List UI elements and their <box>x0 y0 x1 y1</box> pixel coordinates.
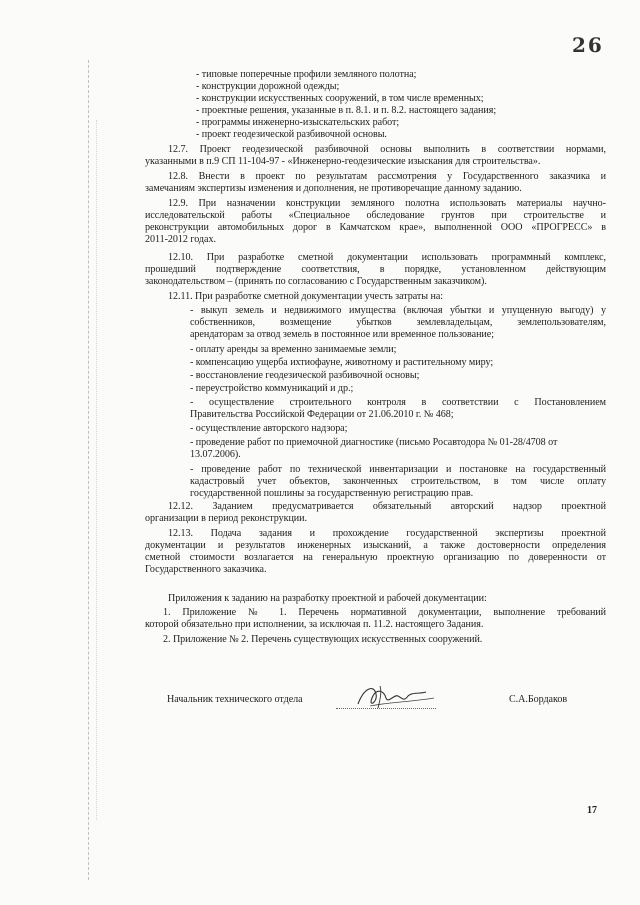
bullet-item: - типовые поперечные профили земляного полотна; <box>196 69 417 80</box>
page-number: 17 <box>587 805 597 816</box>
stamp-page-number: 26 <box>572 33 604 57</box>
cost-item: собственников, возмещение убытков землевладельцам, землепользователям, <box>190 317 606 328</box>
paragraph-12-9-line: 12.9. При назначении конструкции земляного полотна использовать материалы научно- <box>168 198 606 209</box>
cost-item: кадастровый учет объектов, законченных строительством, в том числе оплату <box>190 476 606 487</box>
scan-edge-mark <box>96 120 98 820</box>
appendix-title: Приложения к заданию на разработку проектной и рабочей документации: <box>168 593 487 604</box>
cost-item: - осуществление авторского надзора; <box>190 423 348 434</box>
cost-item: арендаторам за отвод земель в постоянное или временное пользование; <box>190 329 494 340</box>
cost-item: - оплату аренды за временно занимаемые земли; <box>190 344 397 355</box>
paragraph-12-7-line: указанными в п.9 СП 11-104-97 - «Инженерно-геодезические изыскания для строительства». <box>145 156 541 167</box>
cost-item: - выкуп земель и недвижимого имущества (включая убытки и упущенную выгоду) у <box>190 305 606 316</box>
paragraph-12-12-line: 12.12. Заданием предусматривается обязательный авторский надзор проектной <box>168 501 606 512</box>
paragraph-12-13-line: Государственного заказчика. <box>145 564 267 575</box>
cost-item: Правительства Российской Федерации от 21.06.2010 г. № 468; <box>190 409 454 420</box>
paragraph-12-11-heading: 12.11. При разработке сметной документации учесть затраты на: <box>168 291 444 302</box>
cost-item: - переустройство коммуникаций и др.; <box>190 383 354 394</box>
cost-item: - проведение работ по приемочной диагностике (письмо Росавтодора № 01-28/4708 от <box>190 437 558 448</box>
paragraph-12-13-line: документации и результатов инженерных изысканий, а также достоверности определения <box>145 540 606 551</box>
appendix-item: 1. Приложение № 1. Перечень нормативной документации, выполнение требований <box>163 607 606 618</box>
cost-item: - восстановление геодезической разбивочной основы; <box>190 370 420 381</box>
cost-item: 13.07.2006). <box>190 449 241 460</box>
bullet-item: - проектные решения, указанные в п. 8.1. и п. 8.2. настоящего задания; <box>196 105 497 116</box>
paragraph-12-12-line: организации в период реконструкции. <box>145 513 307 524</box>
paragraph-12-9-line: 2011-2012 годах. <box>145 234 216 245</box>
paragraph-12-9-line: исследовательской работы «Специальное обследование грунтов при строительстве и <box>145 210 606 221</box>
paragraph-12-7-line: 12.7. Проект геодезической разбивочной основы выполнить в соответствии нормами, <box>168 144 606 155</box>
signature-line <box>336 708 436 709</box>
signatory-name: С.А.Бордаков <box>509 694 568 705</box>
cost-item: - компенсацию ущерба ихтиофауне, животному и растительному миру; <box>190 357 494 368</box>
cost-item: государственной пошлины за государственную регистрацию прав. <box>190 488 474 499</box>
paragraph-12-8-line: замечаниям экспертизы изменения и дополнения, не противоречащие данному заданию. <box>145 183 522 194</box>
bullet-item: - проект геодезической разбивочной основы. <box>196 129 387 140</box>
paragraph-12-13-line: сметной стоимости возлагается на генеральную проектную организацию по доверенности от <box>145 552 606 563</box>
paragraph-12-10-line: 12.10. При разработке сметной документации использовать программный комплекс, <box>168 252 606 263</box>
paragraph-12-9-line: реконструкции автомобильных дорог в Камчатском крае», выполненной ООО «ПРОГРЕСС» в <box>145 222 606 233</box>
appendix-item: 2. Приложение № 2. Перечень существующих искусственных сооружений. <box>163 634 483 645</box>
appendix-item: которой обязательно при исполнении, за исключая п. 11.2. настоящего Задания. <box>145 619 484 630</box>
paragraph-12-8-line: 12.8. Внести в проект по результатам рассмотрения у Государственного заказчика и <box>168 171 606 182</box>
paragraph-12-10-line: законодательством – (принять по согласованию с Государственным заказчиком). <box>145 276 487 287</box>
paragraph-12-10-line: прошедший подтверждение соответствия, в порядке, установленном действующим <box>145 264 606 275</box>
paragraph-12-13-line: 12.13. Подача задания и прохождение государственной экспертизы проектной <box>168 528 606 539</box>
bullet-item: - программы инженерно-изыскательских работ; <box>196 117 400 128</box>
scan-edge-mark <box>88 60 90 880</box>
cost-item: - проведение работ по технической инвентаризации и постановке на государственный <box>190 464 606 475</box>
bullet-item: - конструкции дорожной одежды; <box>196 81 340 92</box>
bullet-item: - конструкции искусственных сооружений, в том числе временных; <box>196 93 484 104</box>
cost-item: - осуществление строительного контроля в соответствии с Постановлением <box>190 397 606 408</box>
signatory-position: Начальник технического отдела <box>167 694 303 705</box>
